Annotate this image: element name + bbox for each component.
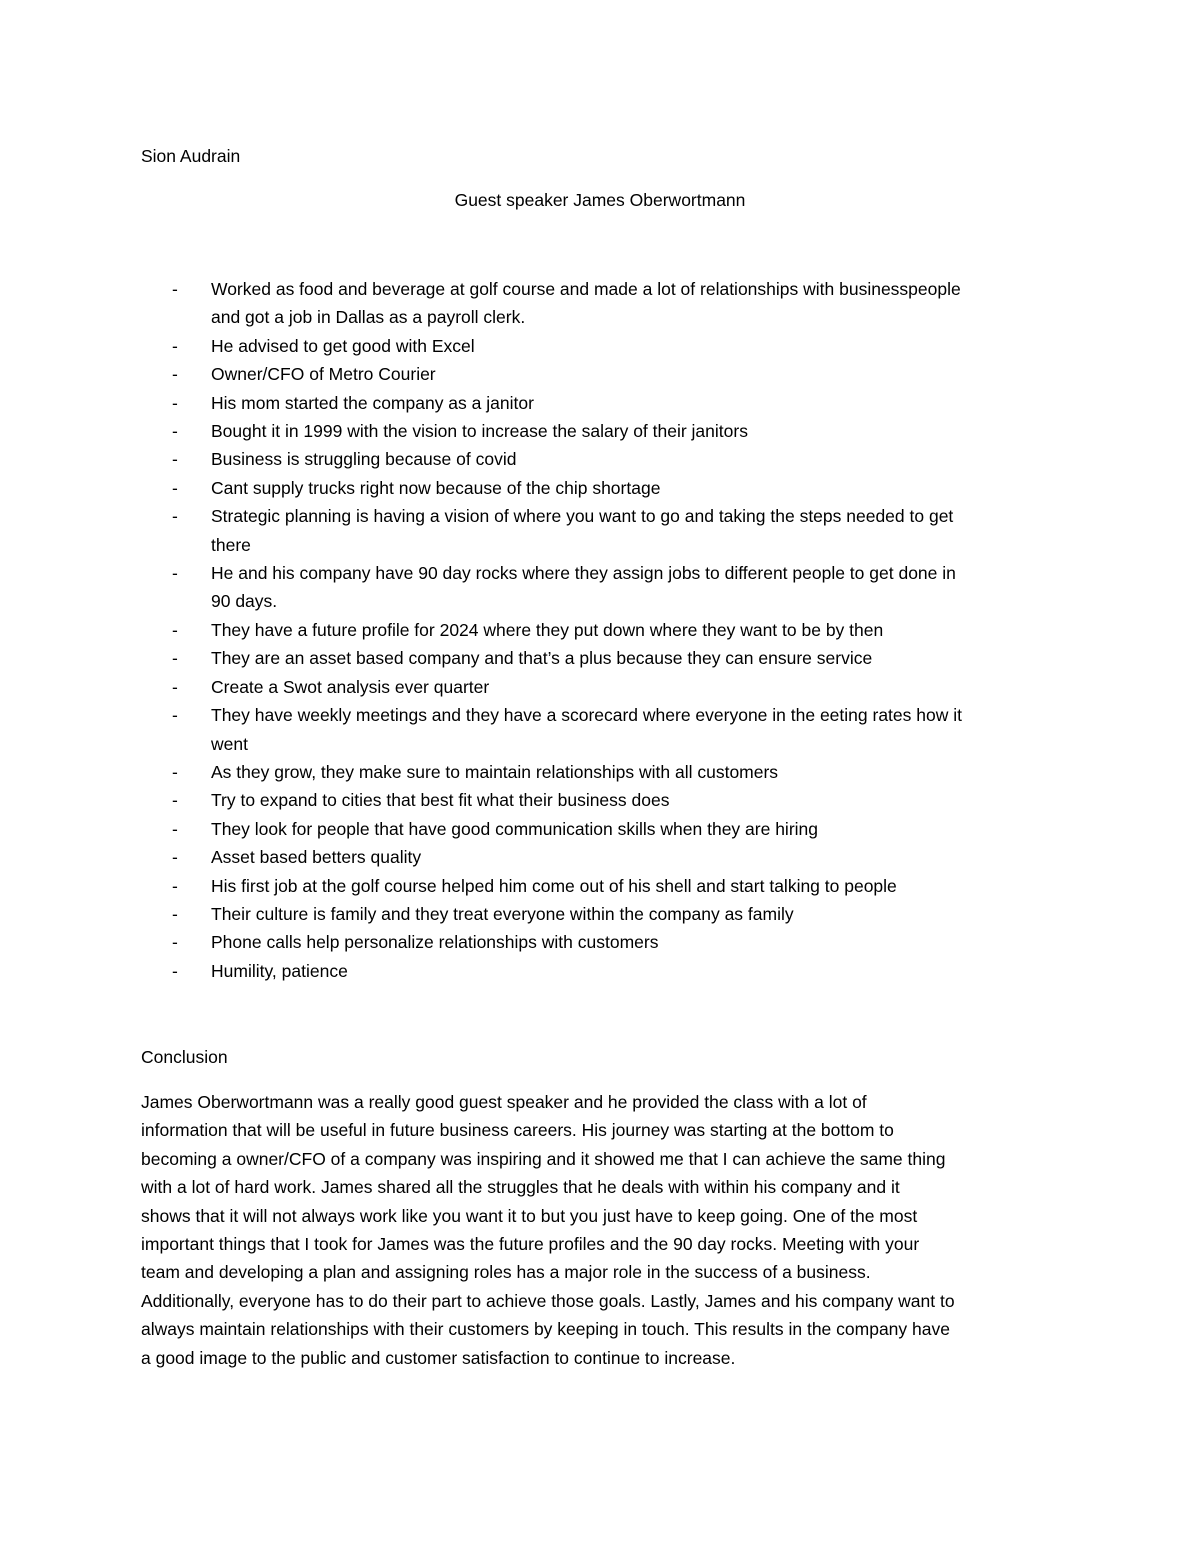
bullet-dash: - (172, 932, 178, 953)
note-text-line: Bought it in 1999 with the vision to increase the salary of their janitors (211, 421, 748, 442)
note-text-line: Try to expand to cities that best fit what their business does (211, 790, 670, 811)
bullet-dash: - (172, 960, 178, 981)
bullet-dash: - (172, 790, 178, 811)
author-name: Sion Audrain (141, 146, 241, 166)
bullet-dash: - (172, 705, 178, 726)
conclusion-heading: Conclusion (141, 1047, 228, 1067)
conclusion-line: shows that it will not always work like you want it to but you just have to keep going. One of the most (141, 1205, 918, 1226)
notes-list (0, 275, 1200, 985)
conclusion-line: team and developing a plan and assigning roles has a major role in the success of a business. (141, 1262, 871, 1283)
note-item (0, 474, 1071, 502)
note-text-line: and got a job in Dallas as a payroll clerk. (211, 307, 526, 328)
bullet-dash: - (172, 421, 178, 442)
conclusion-paragraph (141, 1088, 1066, 1372)
bullet-dash: - (172, 449, 178, 470)
conclusion-line: information that will be useful in future business careers. His journey was starting at the bottom to (141, 1120, 894, 1141)
note-text-line: As they grow, they make sure to maintain relationships with all customers (211, 761, 779, 782)
note-item (0, 673, 1071, 701)
bullet-dash: - (172, 648, 178, 669)
conclusion-line: with a lot of hard work. James shared all the struggles that he deals with within his company and it (141, 1177, 900, 1198)
note-item (0, 815, 1071, 843)
note-item (0, 332, 1071, 360)
note-item (0, 502, 1071, 559)
bullet-dash: - (172, 676, 178, 697)
note-text-line: 90 days. (211, 591, 278, 612)
note-text-line: Create a Swot analysis ever quarter (211, 676, 490, 697)
bullet-dash: - (172, 335, 178, 356)
note-item (0, 360, 1071, 388)
note-text-line: Humility, patience (211, 960, 348, 981)
bullet-dash: - (172, 761, 178, 782)
note-text-line: there (211, 534, 251, 555)
conclusion-line: James Oberwortmann was a really good guest speaker and he provided the class with a lot of (141, 1092, 867, 1112)
conclusion-line: Additionally, everyone has to do their part to achieve those goals. Lastly, James and his company want to (141, 1290, 955, 1311)
conclusion-line: a good image to the public and customer satisfaction to continue to increase. (141, 1347, 736, 1368)
note-text-line: His first job at the golf course helped him come out of his shell and start talking to people (211, 875, 897, 896)
note-item (0, 275, 1071, 332)
note-text-line: Their culture is family and they treat everyone within the company as family (211, 903, 794, 924)
bullet-dash: - (172, 279, 178, 299)
conclusion-line: important things that I took for James was the future profiles and the 90 day rocks. Meeting with your (141, 1234, 920, 1255)
note-item (0, 644, 1071, 672)
note-item (0, 389, 1071, 417)
note-text-line: Owner/CFO of Metro Courier (211, 364, 436, 385)
bullet-dash: - (172, 847, 178, 868)
note-text-line: Business is struggling because of covid (211, 449, 517, 470)
note-text-line: Phone calls help personalize relationships with customers (211, 932, 659, 953)
note-item (0, 616, 1071, 644)
bullet-dash: - (172, 392, 178, 413)
note-text-line: He and his company have 90 day rocks where they assign jobs to different people to get done in (211, 563, 956, 584)
note-text-line: He advised to get good with Excel (211, 335, 475, 356)
document-title: Guest speaker James Oberwortmann (454, 190, 746, 210)
note-text-line: Cant supply trucks right now because of the chip shortage (211, 477, 661, 498)
bullet-dash: - (172, 619, 178, 640)
note-text-line: Asset based betters quality (211, 847, 422, 868)
note-item (0, 928, 1071, 956)
note-item (0, 445, 1071, 473)
bullet-dash: - (172, 903, 178, 924)
note-item (0, 872, 1071, 900)
bullet-dash: - (172, 563, 178, 584)
note-text-line: Strategic planning is having a vision of where you want to go and taking the steps needed to get (211, 506, 954, 527)
bullet-dash: - (172, 818, 178, 839)
conclusion-line: becoming a owner/CFO of a company was inspiring and it showed me that I can achieve the same thing (141, 1148, 946, 1169)
note-item (0, 559, 1071, 616)
bullet-dash: - (172, 477, 178, 498)
bullet-dash: - (172, 364, 178, 385)
note-item (0, 786, 1071, 814)
note-item (0, 758, 1071, 786)
note-text-line: Worked as food and beverage at golf course and made a lot of relationships with businesspeople (211, 279, 961, 299)
note-text-line: They look for people that have good communication skills when they are hiring (211, 818, 819, 839)
note-item (0, 957, 1071, 985)
note-item (0, 900, 1071, 928)
note-text-line: went (211, 733, 248, 754)
bullet-dash: - (172, 875, 178, 896)
bullet-dash: - (172, 506, 178, 527)
conclusion-line: always maintain relationships with their customers by keeping in touch. This results in the company have (141, 1319, 950, 1340)
note-text-line: They have a future profile for 2024 where they put down where they want to be by then (211, 619, 884, 640)
note-text-line: His mom started the company as a janitor (211, 392, 534, 413)
note-text-line: They are an asset based company and that’s a plus because they can ensure service (211, 648, 873, 669)
note-item (0, 417, 1071, 445)
note-item (0, 701, 1071, 758)
note-item (0, 843, 1071, 871)
note-text-line: They have weekly meetings and they have a scorecard where everyone in the eeting rates how it (211, 705, 962, 726)
